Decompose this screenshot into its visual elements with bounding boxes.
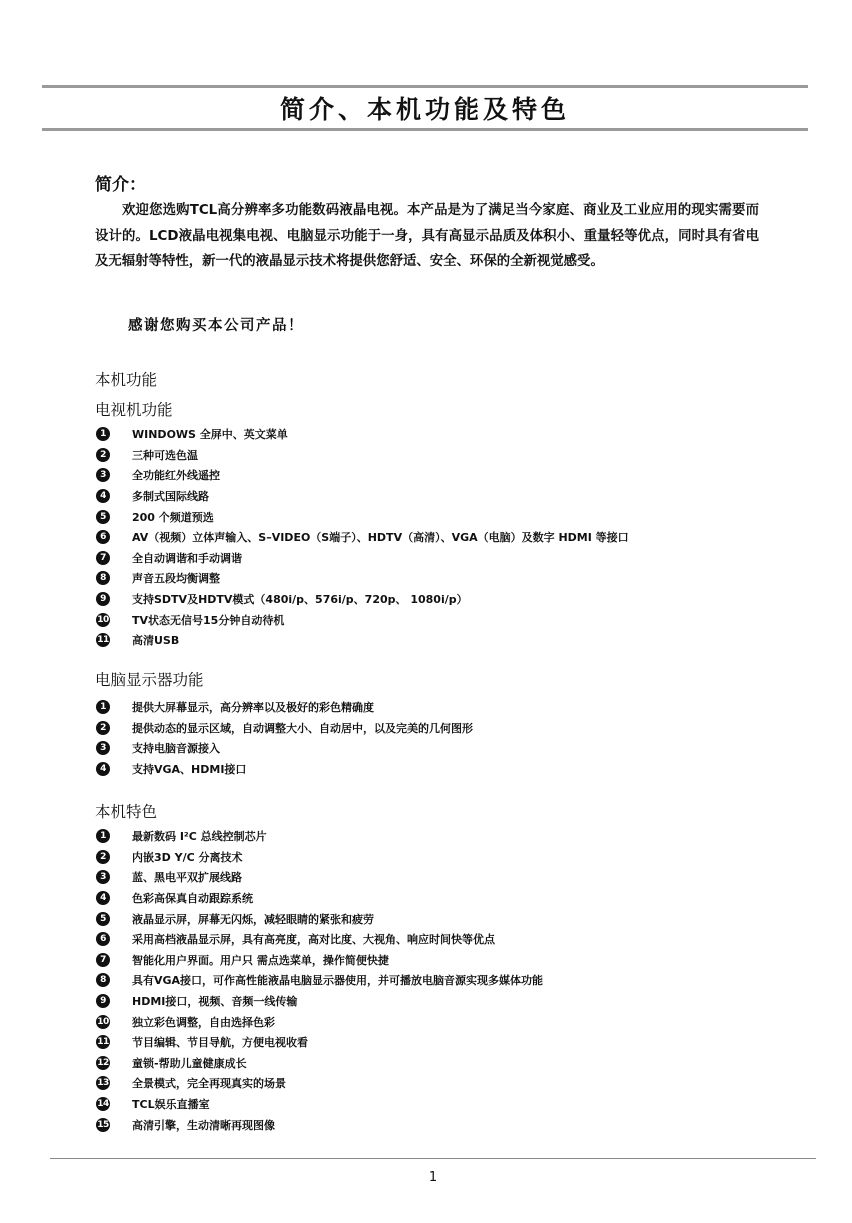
list-item-text: 支持VGA、HDMI接口 [132, 763, 247, 777]
features-list [96, 826, 543, 1135]
list-item-text: 三种可选色温 [132, 448, 198, 462]
list-item-text: 高清引擎，生动清晰再现图像 [132, 1118, 275, 1132]
number-bullet-icon: 5 [96, 510, 110, 524]
number-bullet-icon: 9 [96, 994, 110, 1008]
intro-heading: 简介： [95, 175, 146, 195]
number-bullet-icon: 3 [96, 870, 110, 884]
number-bullet-icon: 12 [97, 1057, 109, 1068]
list-item [96, 424, 629, 445]
list-item [96, 1114, 543, 1135]
list-item [96, 718, 473, 739]
number-bullet-icon: 1 [96, 829, 110, 843]
list-item [96, 847, 543, 868]
number-bullet-icon: 6 [96, 932, 110, 946]
list-item-text: TCL娱乐直播室 [132, 1098, 210, 1112]
list-item-text: 蓝、黑电平双扩展线路 [132, 871, 242, 885]
list-item-text: 200 个频道预选 [132, 510, 214, 524]
list-item-text: AV（视频）立体声输入、S–VIDEO（S端子）、HDTV（高清）、VGA（电脑）及数字 HDMI 等接口 [132, 531, 629, 545]
list-item [96, 759, 473, 780]
number-bullet-icon: 11 [97, 635, 109, 646]
pc-functions-heading: 电脑显示器功能 [95, 671, 204, 689]
number-bullet-icon: 8 [96, 571, 110, 585]
list-item-text: HDMI接口，视频、音频一线传输 [132, 995, 298, 1009]
number-bullet-icon: 1 [96, 427, 110, 441]
page-number: 1 [428, 1170, 438, 1185]
list-item [96, 970, 543, 991]
pc-functions-list [96, 697, 473, 779]
list-item [96, 826, 543, 847]
list-item [96, 888, 543, 909]
list-item [96, 1053, 543, 1074]
number-bullet-icon: 9 [96, 592, 110, 606]
number-bullet-icon: 7 [96, 551, 110, 565]
list-item [96, 548, 629, 569]
list-item [96, 991, 543, 1012]
number-bullet-icon: 4 [96, 489, 110, 503]
list-item-text: WINDOWS 全屏中、英文菜单 [132, 428, 288, 442]
tv-functions-list [96, 424, 629, 651]
list-item-text: 童锁-帮助儿童健康成长 [132, 1056, 247, 1070]
list-item [96, 1094, 543, 1115]
list-item [96, 506, 629, 527]
list-item-text: 独立彩色调整，自由选择色彩 [132, 1015, 275, 1029]
list-item-text: 智能化用户界面。用户只 需点选菜单，操作简便快捷 [132, 953, 389, 967]
number-bullet-icon: 4 [96, 762, 110, 776]
list-item-text: 提供大屏幕显示，高分辨率以及极好的彩色精确度 [132, 701, 374, 715]
number-bullet-icon: 11 [97, 1037, 109, 1048]
intro-paragraph: 欢迎您选购TCL高分辨率多功能数码液晶电视。本产品是为了满足当今家庭、商业及工业应用的现实需要而设计的。LCD液晶电视集电视、电脑显示功能于一身，具有高显示品质及体积小、重量轻等优点，同时具有省电及无辐射等特性，新一代的液晶显示技术将提供您舒适、安全、环保的全新视觉感受。 [95, 203, 759, 269]
number-bullet-icon: 4 [96, 891, 110, 905]
thanks-line: 感谢您购买本公司产品！ [128, 318, 304, 334]
number-bullet-icon: 8 [96, 973, 110, 987]
list-item [96, 929, 543, 950]
list-item-text: 色彩高保真自动跟踪系统 [132, 892, 253, 906]
features-heading: 本机特色 [95, 803, 158, 821]
list-item-text: 声音五段均衡调整 [132, 572, 220, 586]
number-bullet-icon: 10 [97, 614, 109, 625]
number-bullet-icon: 15 [97, 1119, 109, 1130]
number-bullet-icon: 2 [96, 448, 110, 462]
number-bullet-icon: 5 [96, 912, 110, 926]
list-item [96, 950, 543, 971]
list-item-text: 内嵌3D Y/C 分离技术 [132, 850, 243, 864]
list-item-text: 提供动态的显示区域，自动调整大小、自动居中，以及完美的几何图形 [132, 721, 473, 735]
list-item [96, 697, 473, 718]
number-bullet-icon: 6 [96, 530, 110, 544]
list-item [96, 527, 629, 548]
list-item-text: 具有VGA接口，可作高性能液晶电脑显示器使用，并可播放电脑音源实现多媒体功能 [132, 974, 544, 988]
list-item [96, 568, 629, 589]
list-item [96, 738, 473, 759]
number-bullet-icon: 2 [96, 850, 110, 864]
number-bullet-icon: 7 [96, 953, 110, 967]
title-bottom-rule [42, 128, 808, 131]
list-item-text: 液晶显示屏，屏幕无闪烁，减轻眼睛的紧张和疲劳 [132, 912, 374, 926]
list-item-text: 高清USB [132, 634, 180, 648]
list-item-text: TV状态无信号15分钟自动待机 [132, 613, 285, 627]
list-item-text: 全自动调谐和手动调谐 [132, 551, 242, 565]
list-item [96, 908, 543, 929]
number-bullet-icon: 14 [97, 1099, 109, 1110]
list-item-text: 最新数码 I²C 总线控制芯片 [132, 830, 267, 844]
functions-heading: 本机功能 [95, 371, 158, 389]
list-item [96, 589, 629, 610]
list-item [96, 1011, 543, 1032]
list-item [96, 1073, 543, 1094]
list-item-text: 多制式国际线路 [132, 490, 209, 504]
list-item-text: 全功能红外线遥控 [132, 469, 220, 483]
list-item [96, 445, 629, 466]
list-item-text: 节目编辑、节目导航，方便电视收看 [132, 1036, 308, 1050]
list-item [96, 465, 629, 486]
list-item-text: 支持SDTV及HDTV模式（480i/p、576i/p、720p、 1080i/p） [132, 593, 468, 607]
title-top-rule [42, 85, 808, 88]
number-bullet-icon: 13 [97, 1078, 109, 1089]
list-item [96, 1032, 543, 1053]
page-title: 简介、本机功能及特色 [279, 95, 570, 124]
list-item-text: 采用高档液晶显示屏，具有高亮度，高对比度、大视角、响应时间快等优点 [132, 933, 495, 947]
number-bullet-icon: 2 [96, 721, 110, 735]
tv-functions-heading: 电视机功能 [95, 401, 173, 419]
list-item [96, 486, 629, 507]
number-bullet-icon: 10 [97, 1016, 109, 1027]
number-bullet-icon: 3 [96, 468, 110, 482]
list-item [96, 630, 629, 651]
number-bullet-icon: 1 [96, 700, 110, 714]
footer-rule [50, 1158, 816, 1159]
list-item-text: 支持电脑音源接入 [132, 742, 220, 756]
number-bullet-icon: 3 [96, 741, 110, 755]
list-item [96, 609, 629, 630]
list-item-text: 全景模式，完全再现真实的场景 [132, 1077, 286, 1091]
list-item [96, 867, 543, 888]
